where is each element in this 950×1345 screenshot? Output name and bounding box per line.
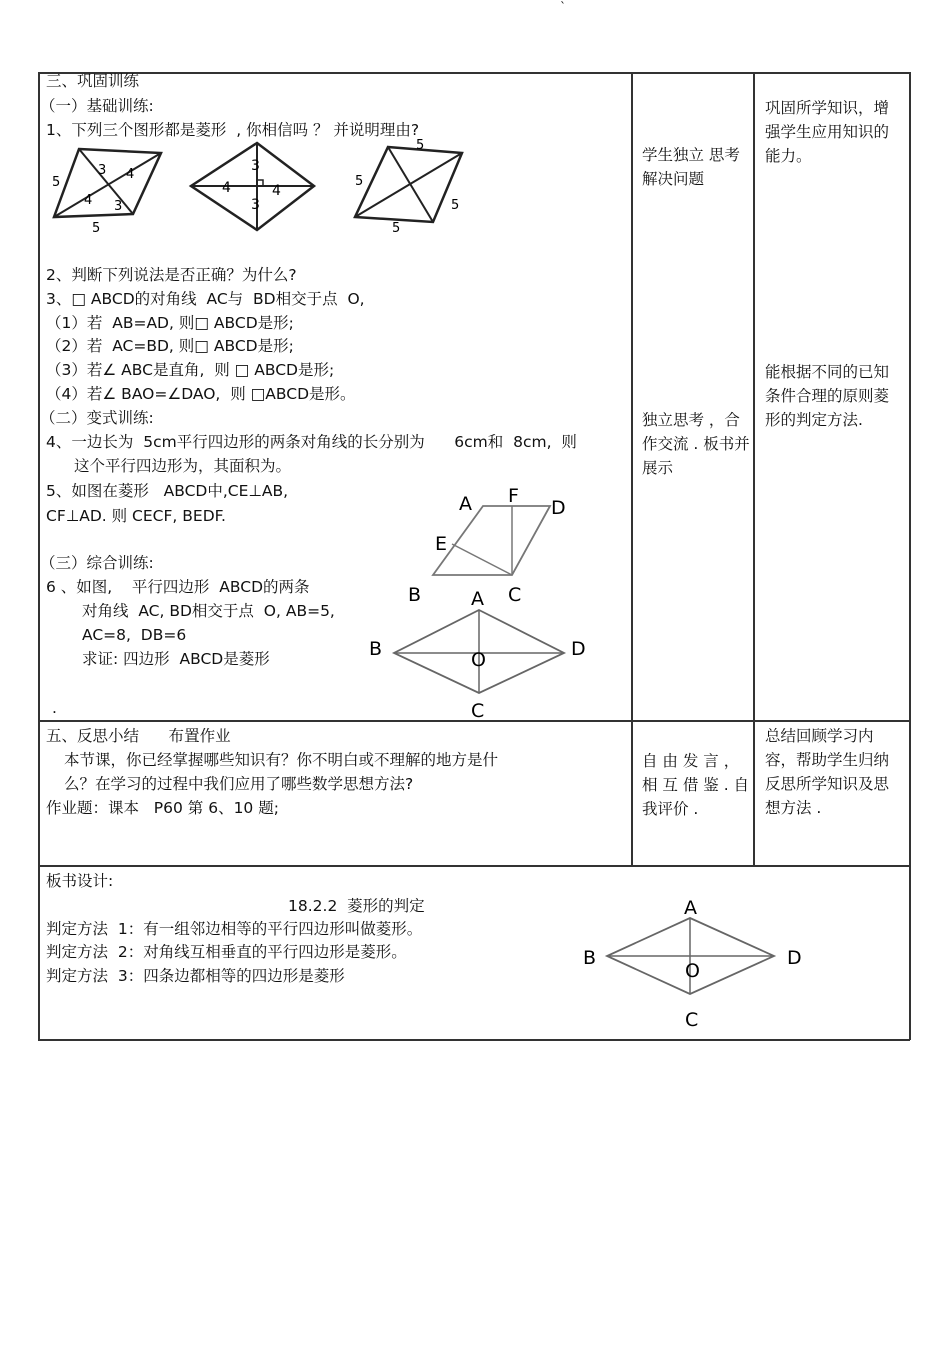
top-mark: ` xyxy=(560,0,566,14)
table-border-right xyxy=(909,72,911,1040)
design-purpose-3: 总结回顾学习内容，帮助学生归纳反思所学知识及思想方法 . xyxy=(765,727,890,817)
question-6-line3: AC=8, DB=6 xyxy=(82,626,187,644)
fig3-label-5d: 5 xyxy=(392,221,401,236)
rhombus-figure-1 xyxy=(50,140,170,235)
homework: 作业题：课本 P60 第 6、10 题; xyxy=(46,799,279,817)
fig5-label-f: F xyxy=(508,485,519,507)
table-border-bottom xyxy=(38,1039,910,1041)
question-3-4: （4）若∠ BAO=∠DAO, 则 □ABCD是形。 xyxy=(46,385,356,403)
question-5-line1: 5、如图在菱形 ABCD中,CE⊥AB, xyxy=(46,482,289,500)
determination-method-3: 判定方法 3：四条边都相等的四边形是菱形 xyxy=(46,967,345,985)
col-divider-1 xyxy=(631,72,633,866)
board-fig-label-o: O xyxy=(685,960,700,982)
fig6-label-a: A xyxy=(471,588,484,610)
table-border-top xyxy=(38,72,910,74)
question-4-line2: 这个平行四边形为，其面积为。 xyxy=(74,457,292,475)
board-fig-label-c: C xyxy=(685,1009,699,1031)
question-3-1: （1）若 AB=AD, 则□ ABCD是形; xyxy=(46,314,294,332)
reflection-line1: 本节课，你已经掌握哪些知识有？你不明白或不理解的地方是什 xyxy=(64,751,499,769)
board-title: 18.2.2 菱形的判定 xyxy=(288,897,425,915)
fig3-label-5b: 5 xyxy=(355,174,364,189)
section3-heading: 三、巩固训练 xyxy=(46,72,140,90)
question-6-line1: 6 、如图, 平行四边形 ABCD的两条 xyxy=(46,578,310,596)
question-4-line1: 4、一边长为 5cm平行四边形的两条对角线的长分别为 6cm和 8cm, 则 xyxy=(46,433,577,451)
comprehensive-training-heading: （三）综合训练: xyxy=(40,554,154,572)
fig5-label-b: B xyxy=(408,584,422,606)
rhombus-figure-6 xyxy=(365,585,595,725)
fig2-label-4a: 4 xyxy=(222,180,231,196)
fig2-label-3a: 3 xyxy=(251,158,260,174)
question-6-line2: 对角线 AC, BD相交于点 O, AB=5, xyxy=(82,602,335,620)
reflection-line2: 么？在学习的过程中我们应用了哪些数学思想方法? xyxy=(64,775,414,793)
fig5-label-a: A xyxy=(459,493,472,515)
fig1-label-4b: 4 xyxy=(84,193,93,208)
rhombus-board-figure xyxy=(580,893,810,1033)
fig1-label-5b: 5 xyxy=(92,221,101,236)
board-fig-label-a: A xyxy=(684,897,697,919)
question-6-line4: 求证: 四边形 ABCD是菱形 xyxy=(82,650,270,668)
fig6-label-d: D xyxy=(571,638,586,660)
student-activity-2: 独立思考 ，合作交流 . 板书并展示 xyxy=(642,411,750,477)
variant-training-heading: （二）变式训练: xyxy=(40,409,154,427)
question-3: 3、□ ABCD的对角线 AC与 BD相交于点 O, xyxy=(46,290,365,308)
board-design-heading: 板书设计: xyxy=(46,872,114,890)
fig2-label-3b: 3 xyxy=(251,197,260,213)
fig6-label-b: B xyxy=(369,638,383,660)
question-3-2: （2）若 AC=BD, 则□ ABCD是形; xyxy=(46,337,294,355)
rhombus-figure-3 xyxy=(350,135,470,240)
board-fig-label-d: D xyxy=(787,947,802,969)
fig3-label-5a: 5 xyxy=(416,138,425,153)
fig1-label-3a: 3 xyxy=(98,163,107,178)
design-purpose-1: 巩固所学知识，增强学生应用知识的能力。 xyxy=(765,99,890,165)
determination-method-1: 判定方法 1：有一组邻边相等的平行四边形叫做菱形。 xyxy=(46,920,423,938)
row-divider-2 xyxy=(38,865,910,867)
determination-method-2: 判定方法 2：对角线互相垂直的平行四边形是菱形。 xyxy=(46,943,407,961)
question-2: 2、判断下列说法是否正确？为什么? xyxy=(46,266,297,284)
fig1-label-3b: 3 xyxy=(114,199,123,214)
rhombus-figure-2 xyxy=(188,140,318,235)
question-5-line2: CF⊥AD. 则 CECF, BEDF. xyxy=(46,507,226,525)
fig5-label-e: E xyxy=(435,533,448,555)
fig6-label-c: C xyxy=(471,700,485,722)
fig3-label-5c: 5 xyxy=(451,198,460,213)
question-1: 1、下列三个图形都是菱形 , 你相信吗 ？ 并说明理由? xyxy=(46,121,420,139)
student-activity-1: 学生独立 思考解决问题 xyxy=(642,146,740,188)
fig1-label-5a: 5 xyxy=(52,175,61,190)
section5-heading: 五、反思小结 布置作业 xyxy=(46,727,231,745)
design-purpose-2: 能根据不同的已知条件合理的原则菱形的判定方法. xyxy=(765,363,890,429)
question-3-3: （3）若∠ ABC是直角, 则 □ ABCD是形; xyxy=(46,361,335,379)
dot-mark: . xyxy=(52,699,57,717)
fig5-label-c: C xyxy=(508,584,522,606)
fig5-label-d: D xyxy=(551,497,566,519)
student-activity-3: 自 由 发 言 ，相 互 借 鉴 . 自我评价 . xyxy=(642,752,750,818)
fig6-label-o: O xyxy=(471,649,486,671)
basic-training-heading: （一）基础训练: xyxy=(40,97,154,115)
board-fig-label-b: B xyxy=(583,947,597,969)
col-divider-2 xyxy=(753,72,755,866)
fig2-label-4b: 4 xyxy=(272,183,281,199)
fig1-label-4a: 4 xyxy=(126,167,135,182)
